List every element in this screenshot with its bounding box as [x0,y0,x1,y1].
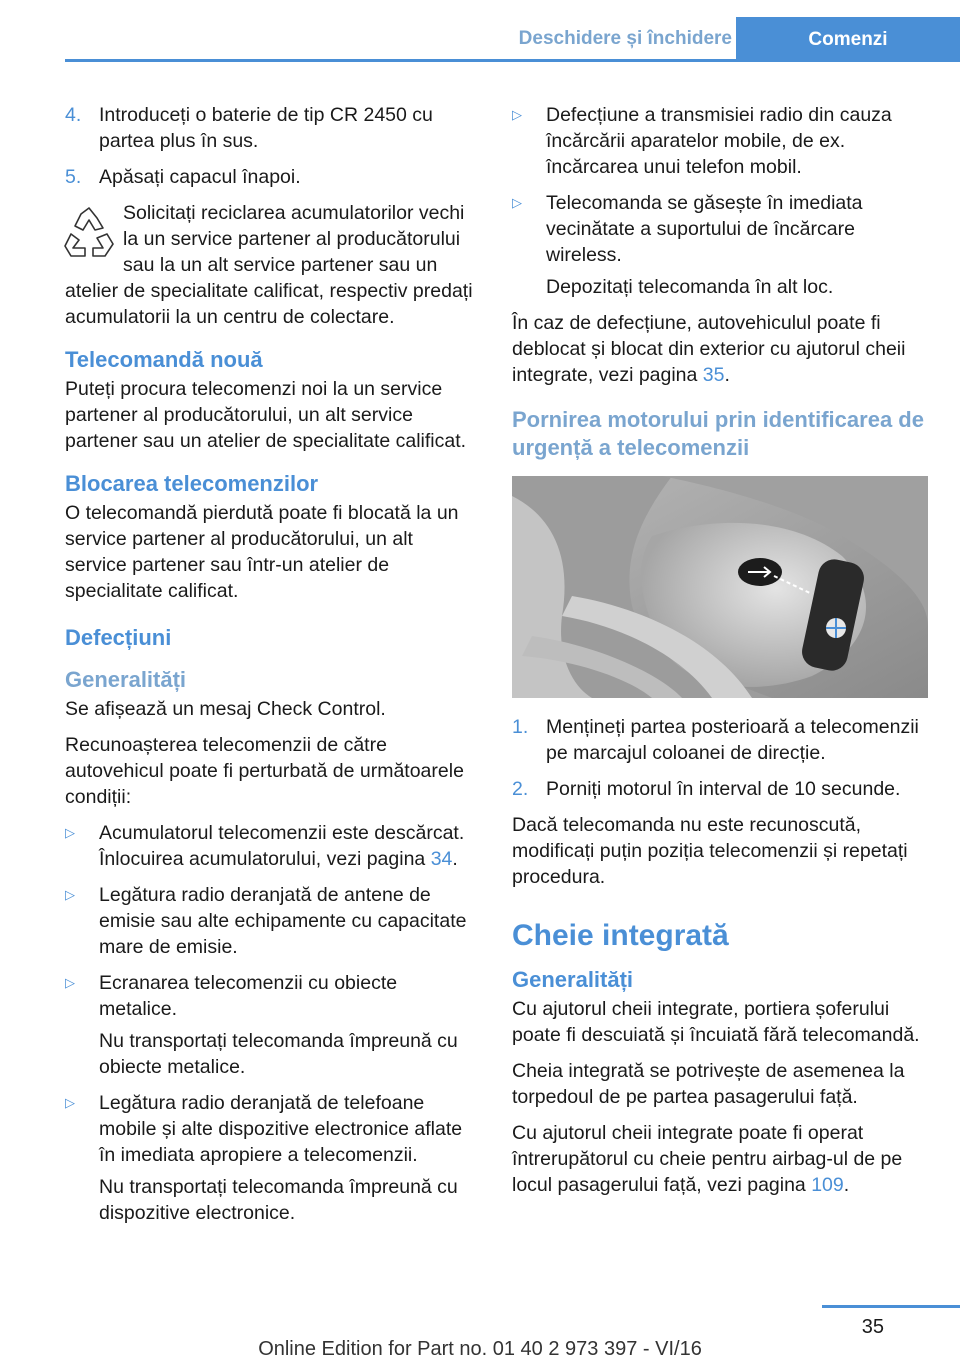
step-text: Apăsați capacul înapoi. [99,166,301,188]
bullet-sub-text: Înlocuirea acumulatorului, vezi pagina [99,848,431,870]
heading-new-remote: Telecomandă nouă [65,347,263,372]
step-number: 4. [65,104,82,126]
page-link[interactable]: 35 [702,364,725,386]
paragraph-block-remote: O telecomandă pierdută poate fi blocată la un service partener al producătorului, un alt service partener sau într-un atelier de specialitate calificat. [65,502,459,602]
heading-block-remote: Blocarea telecomenzilor [65,471,319,496]
bullet-metal [65,970,477,1022]
header-section-title: Deschidere și închidere [518,28,732,49]
period: . [843,1174,850,1196]
subheading-general: Generalități [65,667,187,692]
bullet-charging [512,102,928,180]
bullet-battery [65,820,477,872]
recycle-note [65,200,477,330]
heading-integrated-key: Cheie integrată [512,919,729,952]
bullet-main: Acumulatorul telecomenzii este descărcat. [99,822,465,844]
paragraph-key-1: Cu ajutorul cheii integrate, portiera șoferului poate fi descuiată și încuiată fără telecomandă. [512,998,920,1046]
header-chapter-tab: Comenzi [736,17,960,62]
bullet-text [99,820,477,872]
steering-column-photo [512,476,928,698]
step-text: Porniți motorul în interval de 10 secunde. [546,778,901,800]
step-number: 2. [512,778,529,800]
heading-emergency-start: Pornirea motorului prin identificarea de urgență a telecomenzii [512,407,924,460]
text: Cu ajutorul cheii integrate poate fi operat întrerupătorul cu cheie pentru airbag-ul de pe locul pasagerului față, vezi pagina [512,1122,903,1196]
page-link[interactable]: 109 [811,1174,844,1196]
bullet-triangle-icon: ▷ [65,1095,75,1110]
heading-faults: Defecțiuni [65,625,172,650]
bullet-text: Ecranarea telecomenzii cu obiecte metalice. [99,972,398,1020]
recycle-icon [59,202,119,266]
period: . [452,848,458,870]
bullet-text: Telecomanda se găsește în imediata vecinătate a suportului de încărcare wireless. [546,192,863,266]
bullet-phones [65,1090,477,1168]
bullet-triangle-icon: ▷ [65,887,75,902]
period: . [724,364,730,386]
step-number: 1. [512,716,529,738]
step-number: 5. [65,166,82,188]
subheading-key-general: Generalități [512,967,634,992]
bullet-text: Legătura radio deranjată de telefoane mobile și alte dispozitive electronice aflate în imediata apropiere a telecomenzii. [99,1092,463,1166]
text: În caz de defecțiune, autovehiculul poate fi deblocat și blocat din exterior cu ajutorul cheii integrate, vezi pagina [512,312,906,386]
step-text: Mențineți partea posterioară a telecomenzii pe marcajul coloanei de direcție. [546,716,919,764]
page-link[interactable]: 34 [430,848,453,870]
step-text: Introduceți o baterie de tip CR 2450 cu partea plus în sus. [99,104,433,152]
bullet-sub-note: Depozitați telecomanda în alt loc. [546,276,834,298]
step-2 [512,776,928,802]
footer-rule [822,1305,960,1308]
bullet-text: Legătura radio deranjată de antene de emisie sau alte echipamente cu capacitate mare de emisie. [99,884,467,958]
step-4 [65,102,477,154]
bullet-triangle-icon: ▷ [512,107,522,122]
paragraph-key-2: Cheia integrată se potrivește de asemenea la torpedoul de pe partea pasagerului față. [512,1060,905,1108]
page-number: 35 [861,1316,884,1338]
paragraph-key-3 [512,1120,928,1198]
paragraph-not-recognized: Dacă telecomanda nu este recunoscută, modificați puțin poziția telecomenzii și repetați procedura. [512,814,908,888]
right-column [512,102,928,1208]
bullet-antenna [65,882,477,960]
paragraph-new-remote: Puteți procura telecomenzi noi la un service partener al producătorului, un alt service partener sau un atelier de specialitate calificat. [65,378,467,452]
bullet-triangle-icon: ▷ [65,975,75,990]
recycle-text: Solicitați reciclarea acumulatorilor vechi la un service partener al producătorului sau la un alt service partener sau un atelier de specialitate calificat, respectiv predați acumulatorii la un centru de colectare. [65,202,473,328]
paragraph-recognition: Recunoașterea telecomenzii de către autovehicul poate fi perturbată de următoarele condiții: [65,734,464,808]
paragraph-check-control: Se afișează un mesaj Check Control. [65,698,386,720]
step-1 [512,714,928,766]
edition-footer: Online Edition for Part no. 01 40 2 973 397 - VI/16 [258,1338,702,1360]
left-column [65,102,477,1236]
bullet-sub-note: Nu transportați telecomanda împreună cu obiecte metalice. [99,1030,458,1078]
bullet-wireless [512,190,928,268]
step-5 [65,164,477,190]
bullet-triangle-icon: ▷ [512,195,522,210]
bullet-text: Defecțiune a transmisiei radio din cauza încărcării aparatelor mobile, de ex. încărcarea unui telefon mobil. [546,104,892,178]
bullet-sub-note: Nu transportați telecomanda împreună cu dispozitive electronice. [99,1176,458,1224]
bullet-triangle-icon: ▷ [65,825,75,840]
paragraph-fault-unlock [512,310,928,388]
